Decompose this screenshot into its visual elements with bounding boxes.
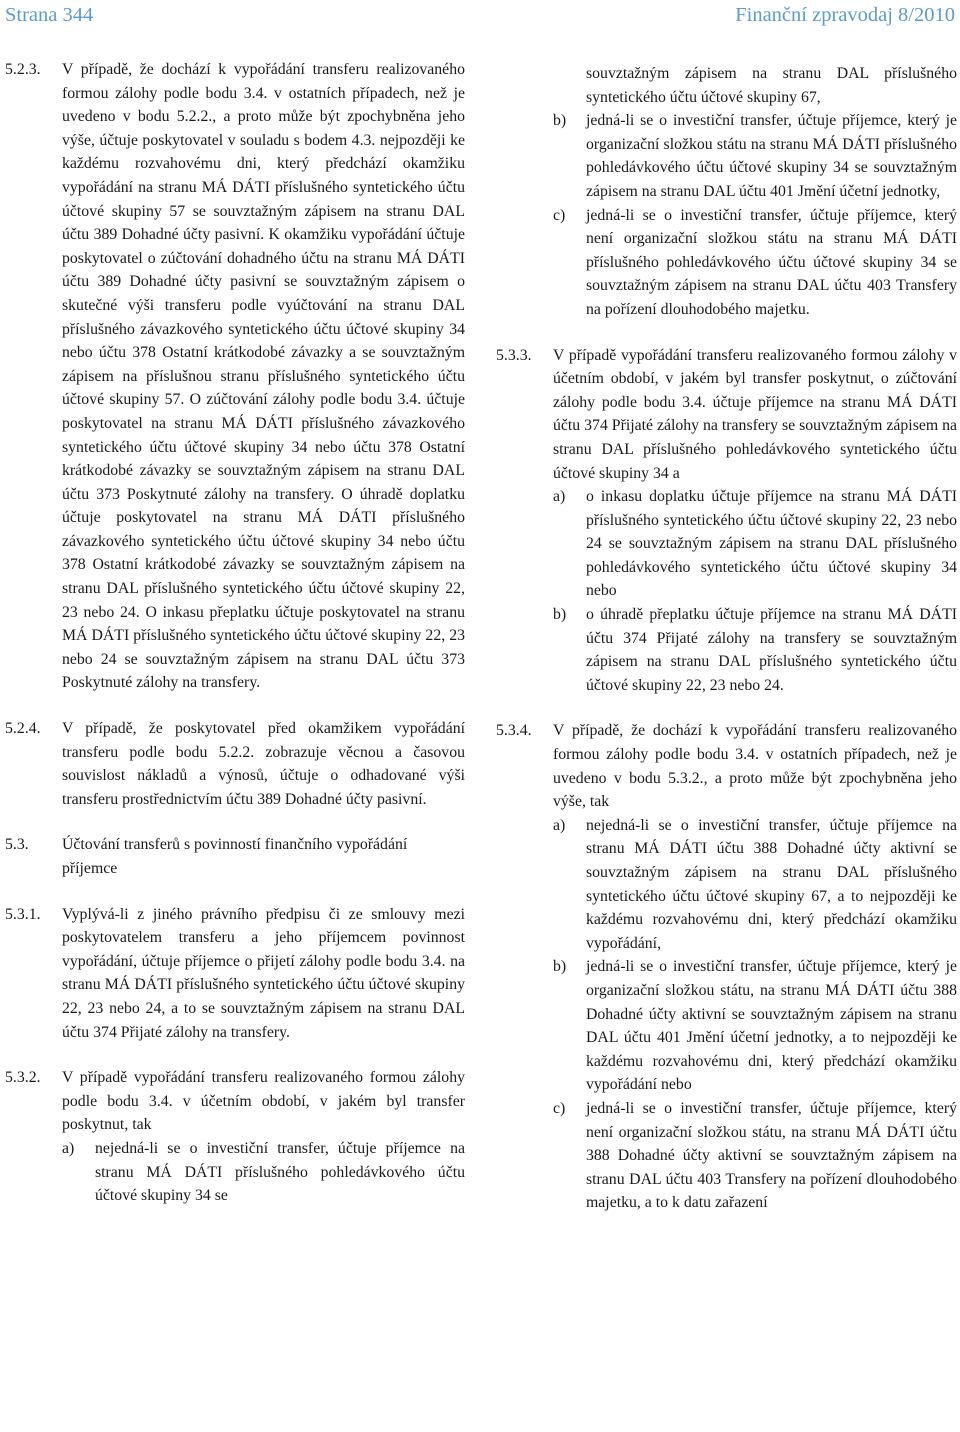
item-label: c) [553,206,566,224]
item-label: c) [553,1099,566,1117]
item-label: a) [553,816,566,834]
left-column [5,58,465,1208]
item-label: a) [553,488,566,506]
item-text: o inkasu doplatku účtuje příjemce na stranu MÁ DÁTI příslušného syntetického účtu účtové skupiny 22, 23 nebo 24 se souvztažným zápisem na stranu DAL příslušného pohledávkového syntetického účtu účtové skupiny 34 nebo [586,488,957,600]
paragraph-number: 5.2.4. [5,720,41,738]
item-text: nejedná-li se o investiční transfer, účtuje příjemce na stranu MÁ DÁTI účtu 388 Dohadné účty aktivní se souvztažným zápisem na stranu DAL příslušného syntetického účtu účtové skupiny 67, a to nejpozději ke každému rozvahovému dni, který předchází okamžiku vypořádání, [586,816,957,952]
item-list [62,1137,465,1208]
item-label: b) [553,112,567,130]
paragraph-5-3-3 [496,344,957,698]
list-item [553,1097,957,1215]
item-text: nejedná-li se o investiční transfer, účtuje příjemce na stranu MÁ DÁTI příslušného pohledávkového účtu účtové skupiny 34 se [95,1139,465,1205]
item-label: a) [62,1139,75,1157]
paragraph-text: V případě, že dochází k vypořádání transferu realizovaného formou zálohy podle bodu 3.4. v ostatních případech, než je uvedeno v bodu 5.3.2., a proto může být zpochybněna jeho výše, tak [553,722,957,811]
paragraph-5-3-2 [5,1066,465,1208]
section-title: Účtování transferů s povinností finančního vypořádání příjemce [62,836,408,877]
item-text: jedná-li se o investiční transfer, účtuje příjemce, který je organizační složkou státu na stranu MÁ DÁTI příslušného pohledávkového účtu účtové skupiny 34 se souvztažným zápisem na stranu DAL účtu 401 Jmění účetní jednotky, [586,112,957,200]
publication-title: Finanční zpravodaj 8/2010 [735,4,955,26]
item-text: o úhradě přeplatku účtuje příjemce na stranu MÁ DÁTI účtu 374 Přijaté zálohy na transfery se souvztažným zápisem na stranu DAL příslušného syntetického účtu účtové skupiny 22, 23 nebo 24. [586,606,957,694]
paragraph-5-2-3 [5,58,465,695]
list-item [553,603,957,697]
item-list [553,814,957,1215]
paragraph-text: Vyplývá-li z jiného právního předpisu či ze smlouvy mezi poskytovatelem transferu a jeho příjemcem povinnost vypořádání, účtuje příjemce o přijetí zálohy podle bodu 3.4. na stranu MÁ DÁTI příslušného syntetického účtu účtové skupiny 22, 23 nebo 24, a to se souvztažným zápisem na stranu DAL účtu 374 Přijaté zálohy na transfery. [62,905,465,1041]
paragraph-5-3-1 [5,903,465,1045]
paragraph-5-2-4 [5,717,465,811]
section-heading-5-3 [5,833,465,880]
item-list-5-3-2 [553,109,957,321]
page-header [5,4,955,32]
paragraph-number: 5.3.1. [5,905,41,923]
paragraph-text: V případě vypořádání transferu realizovaného formou zálohy podle bodu 3.4. v účetním období, v jakém byl transfer poskytnut, tak [62,1069,465,1134]
paragraph-text: V případě, že dochází k vypořádání transferu realizovaného formou zálohy podle bodu 3.4. v ostatních případech, než je uvedeno v bodu 5.2.2., a proto může být zpochybněna jeho výše, účtuje poskytovatel v souladu s bodem 4.3. nejpozději ke každému rozvahovému dni, který předchází okamžiku vypořádání na stranu MÁ DÁTI příslušného syntetického účtu účtové skupiny 57 se souvztažným zápisem na stranu DAL účtu 389 Dohadné účty pasivní. K okamžiku vypořádání účtuje poskytovatel o zúčtování dohadného účtu na stranu MÁ DÁTI účtu 389 Dohadné účty pasivní se souvztažným zápisem o skutečné výši transferu podle vyúčtování na stranu DAL příslušného závazkového syntetického účtu účtové skupiny 34 nebo účtu 378 Ostatní krátkodobé závazky a se souvztažným zápisem na příslušnou stranu příslušného syntetického účtu účtové skupiny 57. O zúčtování zálohy podle bodu 3.4. účtuje poskytovatel na stranu MÁ DÁTI příslušného závazkového syntetického účtu účtové skupiny 34 nebo účtu 378 Ostatní krátkodobé závazky se souvztažným zápisem na stranu DAL účtu 373 Poskytnuté zálohy na transfery. O úhradě doplatku účtuje poskytovatel na stranu MÁ DÁTI příslušného závazkového syntetického účtu účtové skupiny 34 nebo účtu 378 Ostatní krátkodobé závazky se souvztažným zápisem na stranu DAL příslušného syntetického účtu účtové skupiny 22, 23 nebo 24. O inkasu přeplatku účtuje poskytovatel na stranu MÁ DÁTI příslušného syntetického účtu účtové skupiny 22, 23 nebo 24 se souvztažným zápisem na stranu DAL účtu 373 Poskytnuté zálohy na transfery. [62,61,465,692]
list-item [62,1137,465,1208]
list-item [553,109,957,203]
item-label: b) [553,606,567,624]
list-item [553,485,957,603]
paragraph-number: 5.3.2. [5,1069,41,1087]
item-text: jedná-li se o investiční transfer, účtuje příjemce, který není organizační složkou státu na stranu MÁ DÁTI příslušného pohledávkového účtu účtové skupiny 34 se souvztažným zápisem na stranu DAL účtu 403 Transfery na pořízení dlouhodobého majetku. [586,206,957,318]
paragraph-number: 5.2.3. [5,61,41,78]
section-number: 5.3. [5,836,29,854]
item-text: jedná-li se o investiční transfer, účtuje příjemce, který není organizační složkou státu, na stranu MÁ DÁTI účtu 388 Dohadné účty aktivní se souvztažným zápisem na stranu DAL účtu 403 Transfery na pořízení dlouhodobého majetku, a to k datu zařazení [586,1099,957,1212]
right-column [496,62,957,1215]
list-item [553,204,957,322]
continuation-text: souvztažným zápisem na stranu DAL příslušného syntetického účtu účtové skupiny 67, [586,65,957,106]
list-item [553,955,957,1097]
paragraph-text: V případě vypořádání transferu realizovaného formou zálohy v účetním období, v jakém byl transfer poskytnut, o zúčtování zálohy podle bodu 3.4. účtuje příjemce na stranu MÁ DÁTI účtu 374 Přijaté zálohy na transfery se souvztažným zápisem na stranu DAL příslušného pohledávkového syntetického účtu účtové skupiny 34 a [553,346,958,482]
item-list [553,485,957,697]
paragraph-number: 5.3.4. [496,722,532,740]
paragraph-number: 5.3.3. [496,346,532,364]
list-item [553,814,957,956]
paragraph-5-3-4 [496,719,957,1214]
continuation-5-3-2 [586,62,957,109]
paragraph-text: V případě, že poskytovatel před okamžikem vypořádání transferu podle bodu 5.2.2. zobrazuje věcnou a časovou souvislost nákladů a výnosů, účtuje o odhadované výši transferu prostřednictvím účtu 389 Dohadné účty pasivní. [62,720,465,808]
item-text: jedná-li se o investiční transfer, účtuje příjemce, který je organizační složkou státu, na stranu MÁ DÁTI účtu 388 Dohadné účty aktivní se souvztažným zápisem na stranu DAL účtu 401 Jmění účetní jednotky, a to nejpozději ke každému rozvahovému dni, který předchází okamžiku vypořádání nebo [586,958,957,1094]
item-label: b) [553,958,567,976]
page-number: Strana 344 [5,4,94,26]
